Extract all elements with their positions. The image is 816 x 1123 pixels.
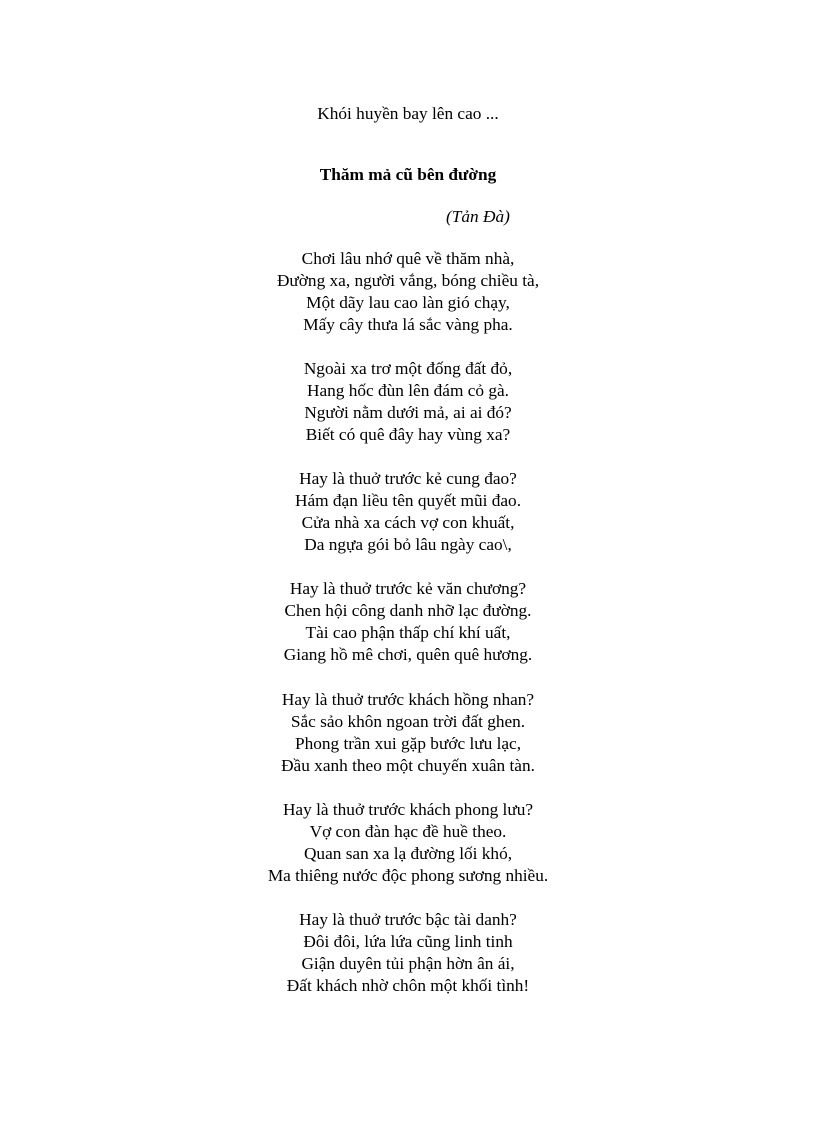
verse-line: Giang hồ mê chơi, quên quê hương.: [283, 645, 533, 665]
stanza-6: [0, 799, 816, 887]
stanza-2: [0, 358, 816, 446]
verse-line: Giận duyên tủi phận hờn ân ái,: [301, 954, 515, 974]
verse-line: Tài cao phận thấp chí khí uất,: [305, 623, 511, 643]
stanza-1: [0, 248, 816, 336]
verse-line: Đường xa, người vắng, bóng chiều tà,: [276, 271, 540, 291]
verse-line: Hay là thuở trước bậc tài danh?: [299, 910, 517, 929]
stanza-7: [0, 909, 816, 997]
verse-line: Người nằm dưới mả, ai ai đó?: [304, 403, 512, 423]
intro-line: Khói huyền bay lên cao ...: [317, 104, 499, 123]
verse-line: Quan san xa lạ đường lối khó,: [303, 844, 513, 864]
poem-title: Thăm mả cũ bên đường: [319, 165, 497, 184]
verse-line: Chơi lâu nhớ quê về thăm nhà,: [301, 249, 515, 268]
verse-line: Biết có quê đây hay vùng xa?: [305, 425, 511, 445]
verse-line: Da ngựa gói bỏ lâu ngày cao\,: [304, 535, 512, 555]
verse-line: Sắc sảo khôn ngoan trời đất ghen.: [290, 712, 526, 732]
verse-line: Phong trần xui gặp bước lưu lạc,: [294, 734, 522, 754]
verse-line: Ngoài xa trơ một đống đất đỏ,: [303, 359, 513, 378]
verse-line: Chen hội công danh nhỡ lạc đường.: [284, 601, 532, 621]
verse-line: Mấy cây thưa lá sắc vàng pha.: [303, 315, 513, 335]
verse-line: Đôi đôi, lứa lứa cũng linh tinh: [303, 932, 513, 952]
verse-line: Hang hốc đùn lên đám cỏ gà.: [306, 381, 510, 401]
verse-line: Hay là thuở trước khách hồng nhan?: [281, 690, 535, 709]
verse-line: Hám đạn liều tên quyết mũi đao.: [294, 491, 522, 511]
poem-author: (Tản Đà): [446, 207, 510, 226]
verse-line: Một dãy lau cao làn gió chạy,: [306, 293, 510, 313]
verse-line: Đầu xanh theo một chuyến xuân tàn.: [281, 756, 535, 776]
stanza-3: [0, 468, 816, 556]
verse-line: Cửa nhà xa cách vợ con khuất,: [301, 513, 515, 533]
stanza-4: [0, 578, 816, 666]
verse-line: Vợ con đàn hạc đề huề theo.: [309, 822, 507, 842]
stanza-5: [0, 689, 816, 777]
verse-line: Đất khách nhờ chôn một khối tình!: [286, 976, 530, 996]
verse-line: Hay là thuở trước kẻ văn chương?: [289, 579, 527, 598]
verse-line: Hay là thuở trước kẻ cung đao?: [299, 469, 517, 488]
verse-line: Ma thiêng nước độc phong sương nhiều.: [267, 866, 549, 886]
verse-line: Hay là thuở trước khách phong lưu?: [282, 800, 534, 819]
